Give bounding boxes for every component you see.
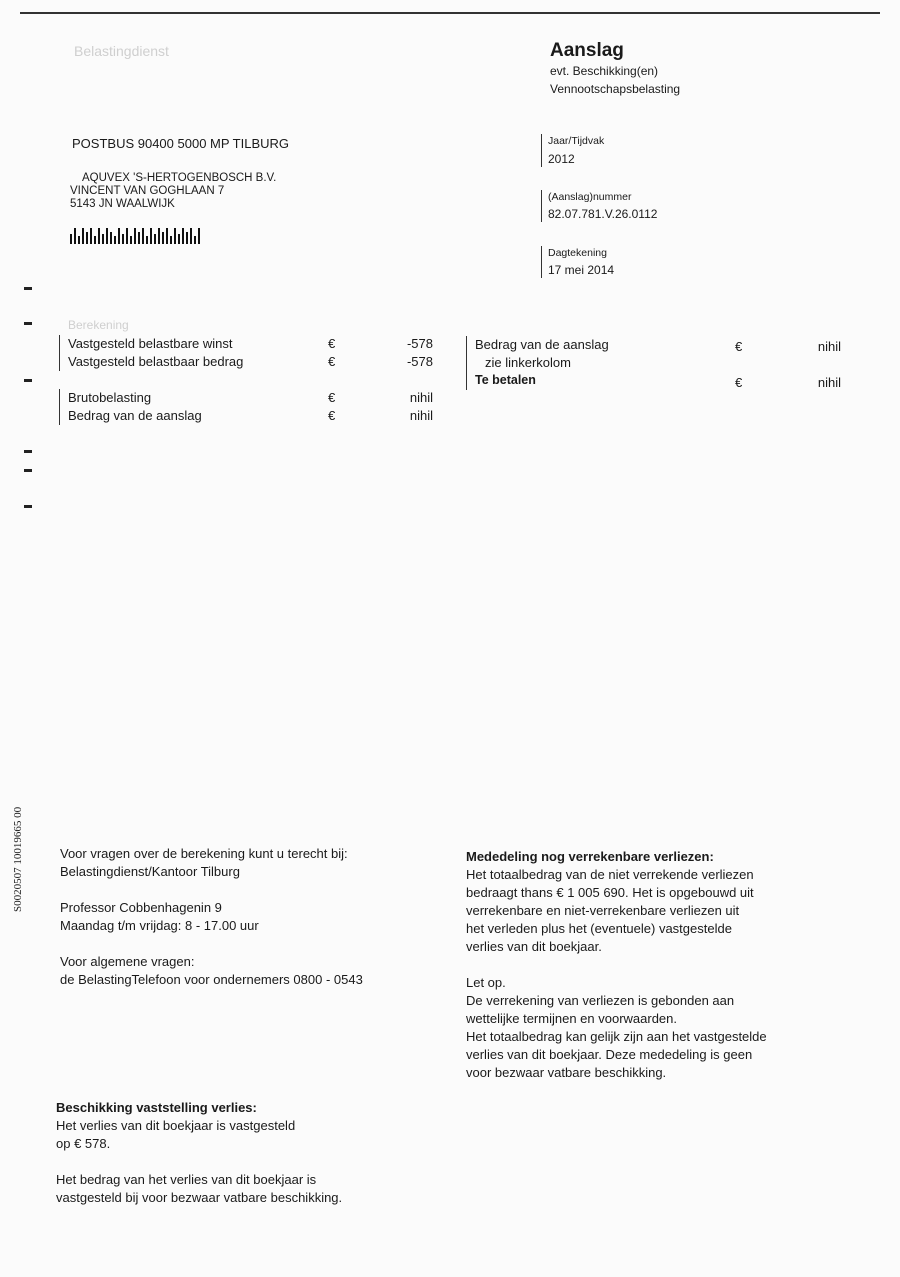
notice-line: verlies van dit boekjaar. (466, 939, 602, 954)
summary-pay-value: nihil (817, 375, 841, 390)
decision-line: vastgesteld bij voor bezwaar vatbare beschikking. (56, 1190, 343, 1205)
scan-mark (24, 322, 32, 325)
calc-row-label: Bedrag van de aanslag (68, 408, 202, 423)
top-rule (20, 12, 880, 14)
date-label: Dagtekening (548, 247, 607, 259)
decision-line: Het bedrag van het verlies van dit boekjaar is (56, 1172, 317, 1187)
date-block (541, 246, 614, 278)
calc-row-currency: € (328, 408, 336, 423)
scan-mark (24, 505, 32, 508)
calc-row-value: nihil (409, 390, 433, 405)
notice-line: Let op. (466, 975, 506, 990)
number-label: (Aanslag)nummer (548, 191, 632, 203)
address-line-3: 5143 JN WAALWIJK (70, 198, 175, 210)
contact-line: Belastingdienst/Kantoor Tilburg (60, 864, 240, 879)
decision-block (56, 1099, 342, 1207)
postal-barcode (70, 228, 200, 244)
summary-amount-label: Bedrag van de aanslag (475, 337, 609, 352)
notice-line: Het totaalbedrag kan gelijk zijn aan het vastgestelde (466, 1029, 767, 1044)
notice-block (466, 848, 767, 1082)
period-label: Jaar/Tijdvak (548, 135, 605, 147)
decision-line: Het verlies van dit boekjaar is vastgesteld (56, 1118, 296, 1133)
period-value: 2012 (548, 152, 575, 166)
scan-mark (24, 287, 32, 290)
address-line-1: AQUVEX 'S-HERTOGENBOSCH B.V. (82, 172, 277, 184)
scan-mark (24, 469, 32, 472)
notice-line: bedraagt thans € 1 005 690. Het is opgebouwd uit (466, 885, 754, 900)
doc-subtitle-2: Vennootschapsbelasting (550, 82, 681, 96)
notice-line: wettelijke termijnen en voorwaarden. (466, 1011, 677, 1026)
contact-line: Professor Cobbenhagenin 9 (60, 900, 222, 915)
number-value: 82.07.781.V.26.0112 (548, 207, 658, 221)
summary-pay-label: Te betalen (475, 373, 536, 387)
contact-line: Maandag t/m vrijdag: 8 - 17.00 uur (60, 918, 259, 933)
calc-row-label: Vastgesteld belastbaar bedrag (68, 354, 244, 369)
contact-block (60, 845, 363, 989)
notice-line: verlies van dit boekjaar. Deze mededeling is geen (466, 1047, 753, 1062)
scan-mark (24, 450, 32, 453)
notice-line: verrekenbare en niet-verrekenbare verliezen uit (466, 903, 740, 918)
doc-title: Aanslag (550, 40, 624, 61)
doc-subtitle-1: evt. Beschikking(en) (550, 64, 659, 78)
scan-mark (24, 379, 32, 382)
notice-heading: Mededeling nog verrekenbare verliezen: (466, 849, 714, 864)
contact-line: Voor vragen over de berekening kunt u terecht bij: (60, 846, 348, 861)
contact-line: de BelastingTelefoon voor ondernemers 0800 - 0543 (60, 972, 363, 987)
number-block (541, 190, 657, 222)
postbus-line: POSTBUS 90400 5000 MP TILBURG (72, 136, 290, 151)
sender-faint: Belastingdienst (74, 43, 169, 59)
calc-group-1 (59, 335, 456, 371)
calc-row-label: Vastgesteld belastbare winst (68, 336, 233, 351)
calc-row-label: Brutobelasting (68, 390, 152, 405)
summary-amount-currency: € (735, 339, 743, 354)
side-document-code: S0020507 10019665 00 (12, 806, 24, 912)
notice-line: De verrekening van verliezen is gebonden aan (466, 993, 735, 1008)
date-value: 17 mei 2014 (548, 263, 615, 277)
calc-row-value: nihil (409, 408, 433, 423)
calc-row-currency: € (328, 336, 336, 351)
summary-pay-currency: € (735, 375, 743, 390)
calc-row-currency: € (328, 354, 336, 369)
calc-row-currency: € (328, 390, 336, 405)
calc-group-2 (59, 389, 456, 425)
decision-heading: Beschikking vaststelling verlies: (56, 1100, 257, 1115)
summary-note: zie linkerkolom (485, 355, 571, 370)
contact-line: Voor algemene vragen: (60, 954, 195, 969)
calc-row-value: -578 (406, 354, 433, 369)
decision-line: op € 578. (56, 1136, 111, 1151)
period-block (541, 134, 604, 167)
summary-amount-value: nihil (817, 339, 841, 354)
notice-line: Het totaalbedrag van de niet verrekende verliezen (466, 867, 754, 882)
calc-heading: Berekening (68, 318, 129, 332)
notice-line: het verleden plus het (eventuele) vastgestelde (466, 921, 732, 936)
recipient-address (70, 172, 276, 211)
calc-row-value: -578 (406, 336, 433, 351)
address-line-2: VINCENT VAN GOGHLAAN 7 (70, 185, 225, 197)
notice-line: voor bezwaar vatbare beschikking. (466, 1065, 667, 1080)
summary-block (466, 336, 853, 390)
